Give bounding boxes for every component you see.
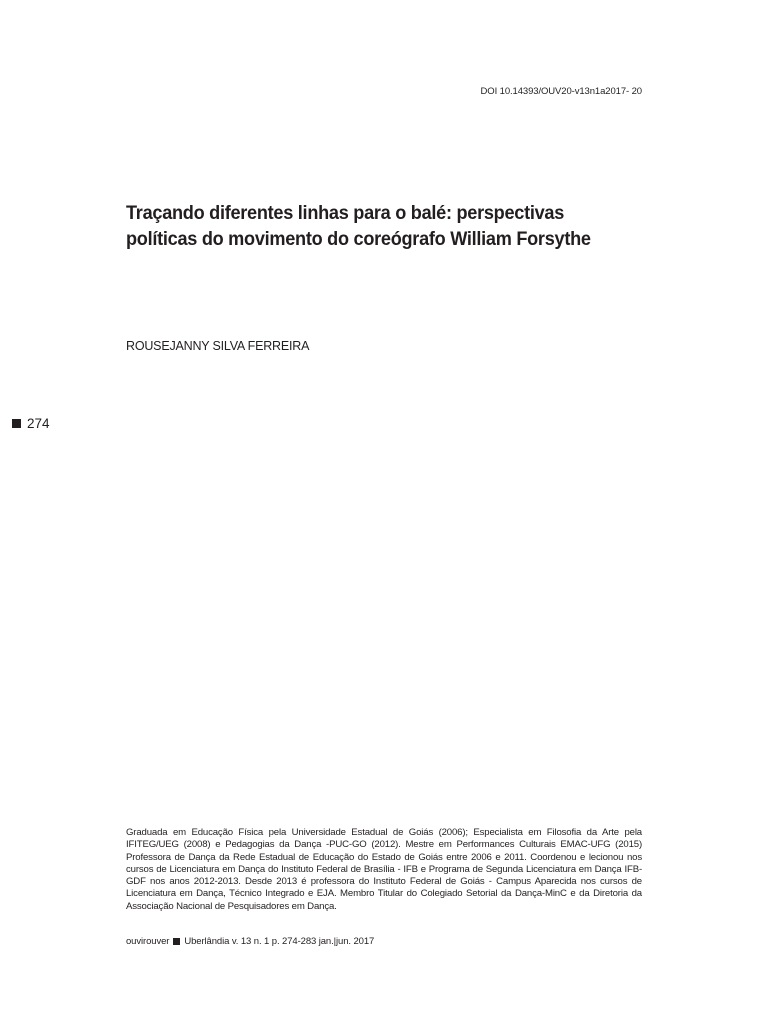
journal-footer — [126, 936, 374, 947]
journal-citation: Uberlândia v. 13 n. 1 p. 274-283 jan.|jun. 2017 — [184, 936, 375, 947]
author-bio-footnote: Graduada em Educação Física pela Universidade Estadual de Goiás (2006); Especialista em Filosofia da Arte pela IFITEG/UEG (2008) e Pedagogias da Dança -PUC-GO (2012). Mestre em Performances Culturais EMAC-UFG (2015) Professora de Dança da Rede Estadual de Educação do Estado de Goiás entre 2006 e 2011. Coordenou e lecionou nos cursos de Licenciatura em Dança do Instituto Federal de Brasília - IFB e Programa de Segunda Licenciatura em Dança IFB-GDF nos anos 2012-2013. Desde 2013 é professora do Instituto Federal de Goiás - Campus Aparecida nos cursos de Licenciatura em Dança, Técnico Integrado e EJA. Membro Titular do Colegiado Setorial da Dança-MinC e da Diretoria da Associação Nacional de Pesquisadores em Dança. — [126, 827, 642, 912]
doi-identifier: DOI 10.14393/OUV20-v13n1a2017- 20 — [480, 86, 642, 97]
square-icon — [12, 419, 21, 428]
journal-name: ouvirouver — [126, 936, 170, 947]
article-title: Traçando diferentes linhas para o balé: perspectivas políticas do movimento do coreógrafo William Forsythe — [126, 202, 591, 250]
page-number: 274 — [27, 416, 50, 431]
author-name: ROUSEJANNY SILVA FERREIRA — [126, 339, 310, 353]
page-number-marker — [12, 416, 50, 431]
square-icon — [173, 938, 180, 945]
